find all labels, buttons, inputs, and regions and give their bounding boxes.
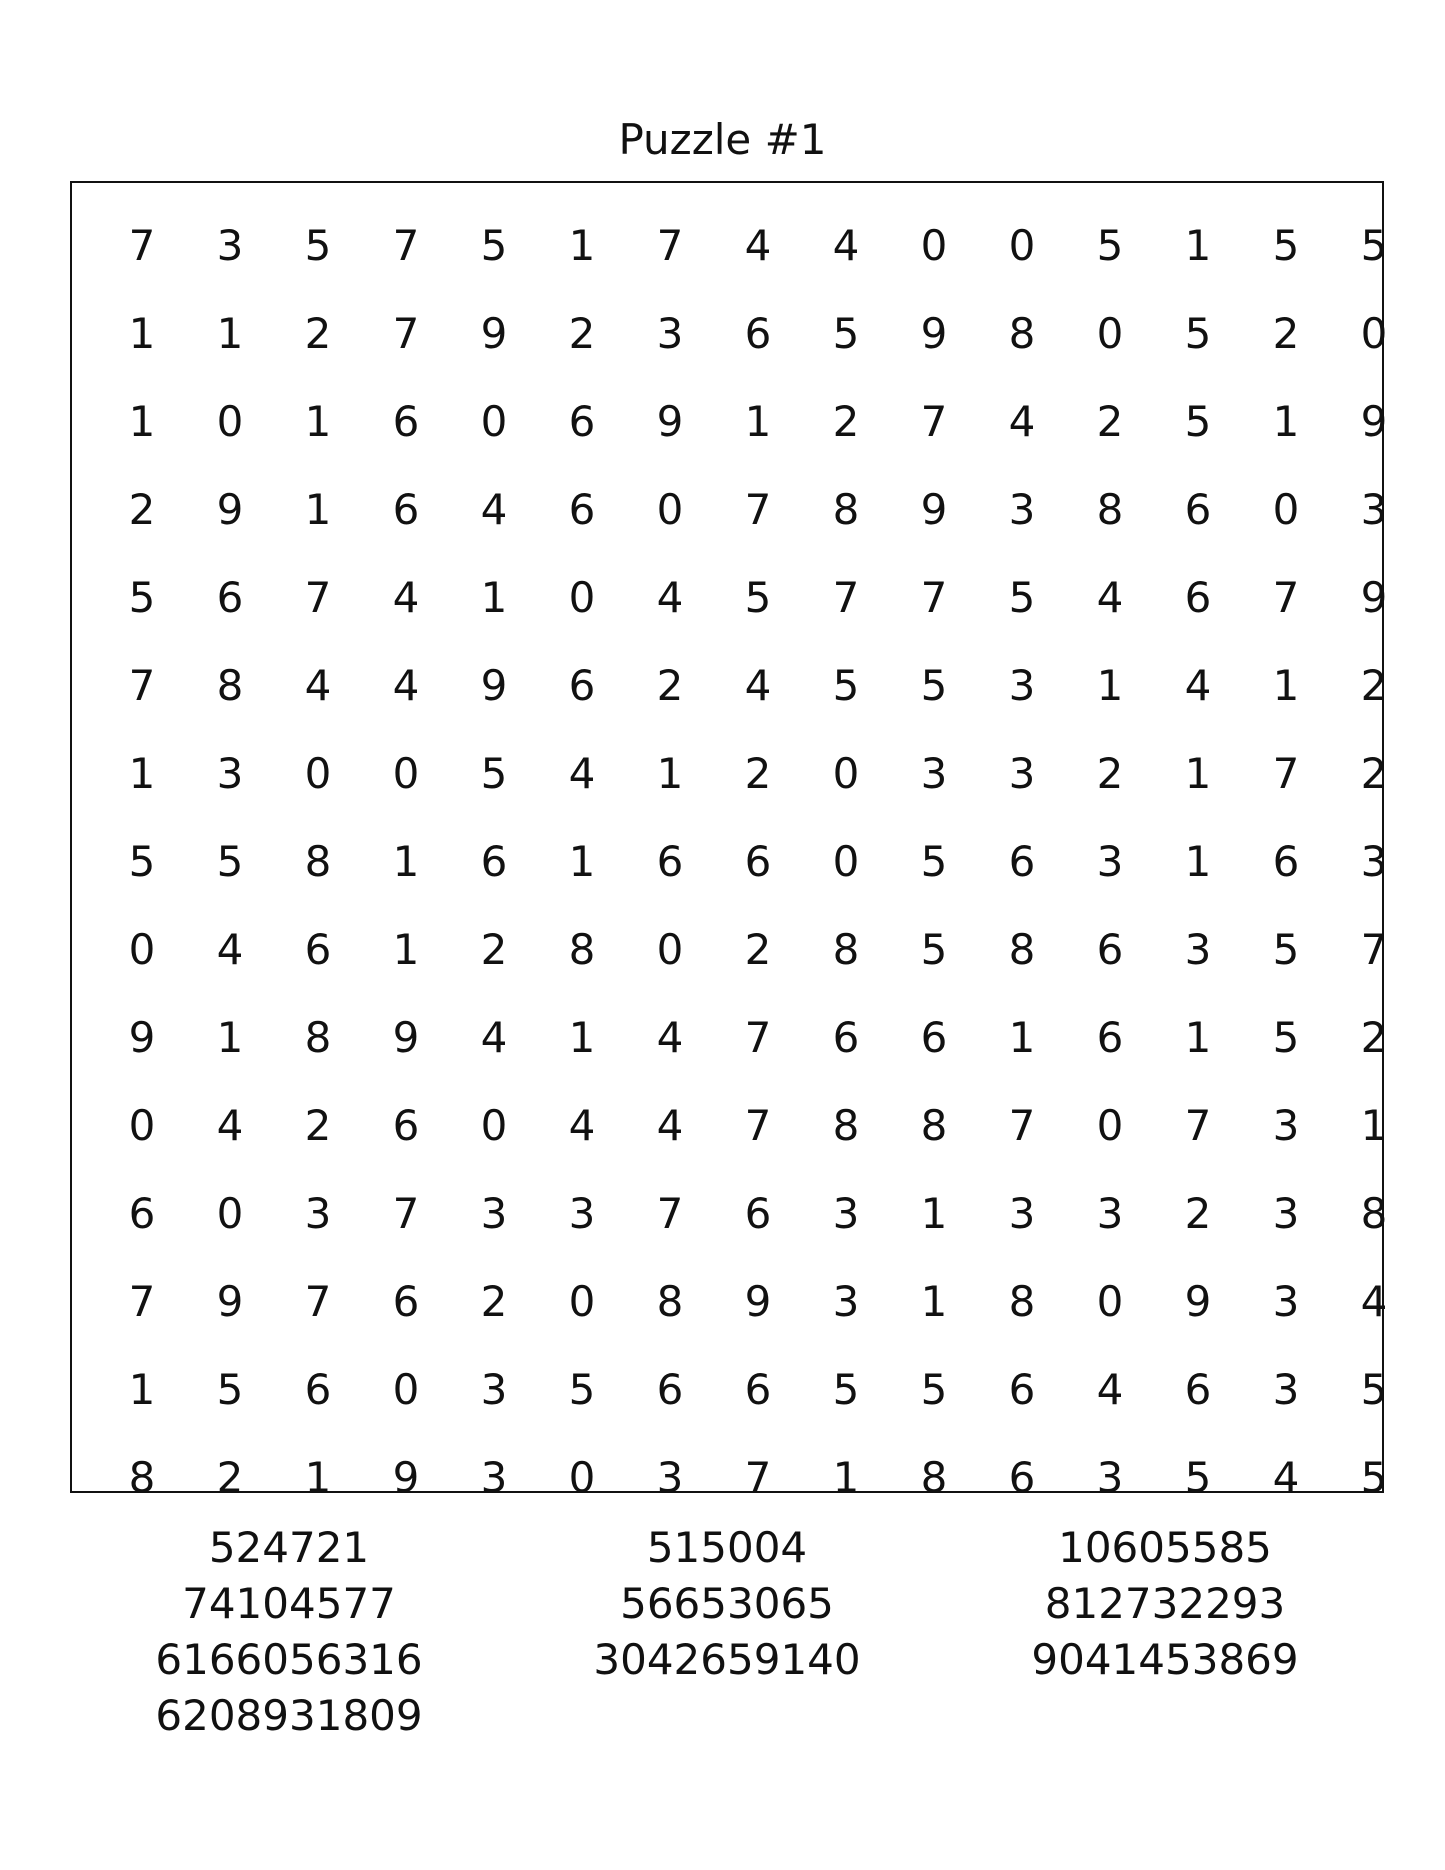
grid-cell[interactable]: 3: [656, 1452, 684, 1502]
grid-cell[interactable]: 1: [568, 836, 596, 886]
grid-cell[interactable]: 1: [656, 748, 684, 798]
grid-cell[interactable]: 6: [568, 484, 596, 534]
grid-cell[interactable]: 6: [568, 660, 596, 710]
grid-cell[interactable]: 7: [1272, 572, 1300, 622]
grid-cell[interactable]: 0: [1096, 1100, 1124, 1150]
grid-cell[interactable]: 1: [1184, 220, 1212, 270]
grid-cell[interactable]: 3: [1184, 924, 1212, 974]
grid-cell[interactable]: 1: [480, 572, 508, 622]
grid-cell[interactable]: 4: [832, 220, 860, 270]
grid-cell[interactable]: 4: [1096, 572, 1124, 622]
grid-cell[interactable]: 9: [216, 484, 244, 534]
grid-cell[interactable]: 9: [744, 1276, 772, 1326]
grid-cell[interactable]: 5: [216, 1364, 244, 1414]
grid-cell[interactable]: 2: [656, 660, 684, 710]
grid-cell[interactable]: 5: [1360, 220, 1388, 270]
grid-cell[interactable]: 1: [568, 220, 596, 270]
grid-cell[interactable]: 9: [216, 1276, 244, 1326]
grid-cell[interactable]: 5: [1184, 1452, 1212, 1502]
grid-cell[interactable]: 5: [1184, 308, 1212, 358]
grid-cell[interactable]: 5: [832, 660, 860, 710]
grid-cell[interactable]: 1: [920, 1276, 948, 1326]
grid-cell[interactable]: 2: [1360, 748, 1388, 798]
grid-cell[interactable]: 7: [744, 1012, 772, 1062]
grid-cell[interactable]: 8: [1360, 1188, 1388, 1238]
grid-cell[interactable]: 6: [304, 924, 332, 974]
grid-cell[interactable]: 2: [480, 1276, 508, 1326]
grid-cell[interactable]: 7: [744, 1452, 772, 1502]
word-column: [508, 1520, 946, 1744]
grid-cell[interactable]: 3: [656, 308, 684, 358]
grid-cell[interactable]: 5: [1184, 396, 1212, 446]
grid-cell[interactable]: 1: [304, 1452, 332, 1502]
grid-cell[interactable]: 3: [1096, 1452, 1124, 1502]
grid-cell[interactable]: 3: [1272, 1364, 1300, 1414]
grid-cell[interactable]: 3: [1008, 660, 1036, 710]
word-column: [70, 1520, 508, 1744]
grid-cell[interactable]: 4: [1360, 1276, 1388, 1326]
grid-cell[interactable]: 8: [656, 1276, 684, 1326]
grid-cell[interactable]: 2: [1184, 1188, 1212, 1238]
grid-cell[interactable]: 5: [744, 572, 772, 622]
puzzle-grid-frame: [70, 181, 1388, 1502]
grid-cell[interactable]: 5: [1008, 572, 1036, 622]
grid-cell[interactable]: 0: [1272, 484, 1300, 534]
grid-cell[interactable]: 6: [1008, 1364, 1036, 1414]
grid-cell[interactable]: 1: [1360, 1100, 1388, 1150]
grid-cell[interactable]: 4: [1008, 396, 1036, 446]
grid-cell[interactable]: 5: [304, 220, 332, 270]
grid-cell[interactable]: 6: [1096, 1012, 1124, 1062]
grid-cell[interactable]: 5: [1272, 924, 1300, 974]
grid-cell[interactable]: 4: [656, 572, 684, 622]
grid-cell[interactable]: 6: [1184, 484, 1212, 534]
grid-cell[interactable]: 4: [392, 660, 420, 710]
grid-cell[interactable]: 7: [920, 572, 948, 622]
grid-cell[interactable]: 4: [392, 572, 420, 622]
grid-cell[interactable]: 1: [128, 1364, 156, 1414]
grid-cell[interactable]: 2: [304, 308, 332, 358]
target-number: 56653065: [620, 1579, 834, 1628]
grid-cell[interactable]: 0: [392, 748, 420, 798]
grid-cell[interactable]: 2: [1360, 1012, 1388, 1062]
grid-cell[interactable]: 3: [1008, 484, 1036, 534]
grid-cell[interactable]: 8: [920, 1100, 948, 1150]
grid-cell[interactable]: 3: [480, 1188, 508, 1238]
grid-cell[interactable]: 5: [1272, 220, 1300, 270]
grid-cell[interactable]: 7: [1184, 1100, 1212, 1150]
grid-cell[interactable]: 5: [832, 308, 860, 358]
grid-cell[interactable]: 1: [1096, 660, 1124, 710]
grid-cell[interactable]: 8: [304, 1012, 332, 1062]
grid-cell[interactable]: 2: [480, 924, 508, 974]
target-number: 74104577: [182, 1579, 396, 1628]
grid-cell[interactable]: 6: [656, 1364, 684, 1414]
grid-cell[interactable]: 9: [128, 1012, 156, 1062]
grid-cell[interactable]: 5: [1360, 1452, 1388, 1502]
grid-cell[interactable]: 9: [1360, 572, 1388, 622]
grid-cell[interactable]: 0: [304, 748, 332, 798]
grid-cell[interactable]: 6: [392, 396, 420, 446]
grid-cell[interactable]: 0: [1096, 308, 1124, 358]
grid-cell[interactable]: 6: [304, 1364, 332, 1414]
grid-cell[interactable]: 7: [920, 396, 948, 446]
grid-cell[interactable]: 1: [392, 836, 420, 886]
target-number: 9041453869: [1031, 1635, 1299, 1684]
grid-cell[interactable]: 0: [216, 396, 244, 446]
grid-cell[interactable]: 5: [1096, 220, 1124, 270]
grid-cell[interactable]: 6: [1184, 1364, 1212, 1414]
grid-cell[interactable]: 1: [744, 396, 772, 446]
grid-cell[interactable]: 0: [1096, 1276, 1124, 1326]
grid-cell[interactable]: 9: [480, 660, 508, 710]
grid-cell[interactable]: 1: [1184, 836, 1212, 886]
grid-cell[interactable]: 0: [568, 1276, 596, 1326]
grid-cell[interactable]: 7: [656, 1188, 684, 1238]
grid-cell[interactable]: 3: [1272, 1188, 1300, 1238]
grid-cell[interactable]: 0: [216, 1188, 244, 1238]
grid-cell[interactable]: 9: [392, 1452, 420, 1502]
grid-cell[interactable]: 1: [128, 308, 156, 358]
grid-cell[interactable]: 2: [216, 1452, 244, 1502]
grid-cell[interactable]: 4: [304, 660, 332, 710]
grid-cell[interactable]: 1: [1008, 1012, 1036, 1062]
grid-cell[interactable]: 5: [568, 1364, 596, 1414]
grid-cell[interactable]: 0: [1008, 220, 1036, 270]
grid-cell[interactable]: 0: [128, 1100, 156, 1150]
grid-cell[interactable]: 2: [744, 924, 772, 974]
grid-cell[interactable]: 7: [304, 1276, 332, 1326]
grid-cell[interactable]: 9: [480, 308, 508, 358]
grid-cell[interactable]: 1: [920, 1188, 948, 1238]
grid-cell[interactable]: 7: [128, 1276, 156, 1326]
grid-cell[interactable]: 1: [128, 396, 156, 446]
grid-cell[interactable]: 6: [744, 308, 772, 358]
grid-cell[interactable]: 0: [656, 484, 684, 534]
grid-cell[interactable]: 6: [832, 1012, 860, 1062]
grid-cell[interactable]: 8: [832, 924, 860, 974]
grid-cell[interactable]: 5: [832, 1364, 860, 1414]
grid-cell[interactable]: 4: [568, 748, 596, 798]
grid-cell[interactable]: 9: [656, 396, 684, 446]
grid-cell[interactable]: 2: [1272, 308, 1300, 358]
number-grid: [98, 201, 1418, 1521]
grid-cell[interactable]: 7: [832, 572, 860, 622]
grid-cell[interactable]: 3: [1096, 1188, 1124, 1238]
grid-cell[interactable]: 3: [216, 748, 244, 798]
grid-cell[interactable]: 7: [744, 1100, 772, 1150]
grid-cell[interactable]: 7: [1272, 748, 1300, 798]
grid-cell[interactable]: 7: [392, 1188, 420, 1238]
grid-cell[interactable]: 5: [480, 748, 508, 798]
grid-cell[interactable]: 6: [216, 572, 244, 622]
grid-cell[interactable]: 0: [568, 1452, 596, 1502]
grid-cell[interactable]: 7: [128, 220, 156, 270]
grid-cell[interactable]: 5: [128, 836, 156, 886]
grid-cell[interactable]: 2: [744, 748, 772, 798]
grid-cell[interactable]: 7: [304, 572, 332, 622]
grid-cell[interactable]: 2: [304, 1100, 332, 1150]
target-number: 515004: [646, 1523, 808, 1572]
grid-cell[interactable]: 7: [392, 220, 420, 270]
grid-cell[interactable]: 3: [1008, 748, 1036, 798]
grid-cell[interactable]: 1: [392, 924, 420, 974]
grid-cell[interactable]: 4: [744, 220, 772, 270]
grid-cell[interactable]: 1: [1272, 396, 1300, 446]
word-list: [70, 1520, 1384, 1744]
grid-cell[interactable]: 8: [128, 1452, 156, 1502]
target-number: 812732293: [1044, 1579, 1286, 1628]
grid-cell[interactable]: 5: [1272, 1012, 1300, 1062]
grid-cell[interactable]: 8: [832, 1100, 860, 1150]
grid-cell[interactable]: 7: [1008, 1100, 1036, 1150]
grid-cell[interactable]: 0: [480, 1100, 508, 1150]
grid-cell[interactable]: 6: [392, 1100, 420, 1150]
grid-cell[interactable]: 7: [656, 220, 684, 270]
grid-cell[interactable]: 6: [1272, 836, 1300, 886]
grid-cell[interactable]: 5: [920, 660, 948, 710]
grid-cell[interactable]: 3: [1096, 836, 1124, 886]
puzzle-title: Puzzle #1: [618, 115, 827, 164]
target-number: 524721: [208, 1523, 370, 1572]
grid-cell[interactable]: 4: [1272, 1452, 1300, 1502]
grid-cell[interactable]: 5: [128, 572, 156, 622]
grid-cell[interactable]: 6: [480, 836, 508, 886]
grid-cell[interactable]: 1: [304, 396, 332, 446]
grid-cell[interactable]: 5: [1360, 1364, 1388, 1414]
grid-cell[interactable]: 7: [744, 484, 772, 534]
grid-cell[interactable]: 6: [920, 1012, 948, 1062]
grid-cell[interactable]: 8: [832, 484, 860, 534]
grid-cell[interactable]: 0: [128, 924, 156, 974]
grid-cell[interactable]: 1: [1184, 748, 1212, 798]
grid-cell[interactable]: 6: [1008, 1452, 1036, 1502]
grid-cell[interactable]: 8: [1008, 1276, 1036, 1326]
grid-cell[interactable]: 4: [568, 1100, 596, 1150]
grid-cell[interactable]: 1: [216, 308, 244, 358]
grid-cell[interactable]: 0: [656, 924, 684, 974]
grid-cell[interactable]: 9: [1184, 1276, 1212, 1326]
grid-cell[interactable]: 1: [568, 1012, 596, 1062]
grid-cell[interactable]: 8: [216, 660, 244, 710]
grid-cell[interactable]: 6: [1096, 924, 1124, 974]
grid-cell[interactable]: 4: [480, 484, 508, 534]
grid-cell[interactable]: 3: [1360, 484, 1388, 534]
grid-cell[interactable]: 8: [304, 836, 332, 886]
grid-cell[interactable]: 3: [1008, 1188, 1036, 1238]
grid-cell[interactable]: 4: [480, 1012, 508, 1062]
grid-cell[interactable]: 3: [920, 748, 948, 798]
grid-cell[interactable]: 1: [1272, 660, 1300, 710]
grid-cell[interactable]: 0: [832, 836, 860, 886]
grid-cell[interactable]: 6: [128, 1188, 156, 1238]
grid-cell[interactable]: 4: [656, 1012, 684, 1062]
grid-cell[interactable]: 3: [1272, 1100, 1300, 1150]
grid-cell[interactable]: 3: [304, 1188, 332, 1238]
grid-cell[interactable]: 3: [832, 1276, 860, 1326]
grid-cell[interactable]: 0: [832, 748, 860, 798]
grid-cell[interactable]: 6: [744, 836, 772, 886]
grid-cell[interactable]: 3: [1360, 836, 1388, 886]
grid-cell[interactable]: 6: [392, 484, 420, 534]
grid-cell[interactable]: 0: [392, 1364, 420, 1414]
target-number: 3042659140: [593, 1635, 861, 1684]
grid-cell[interactable]: 5: [920, 1364, 948, 1414]
grid-cell[interactable]: 4: [216, 1100, 244, 1150]
grid-cell[interactable]: 8: [920, 1452, 948, 1502]
grid-cell[interactable]: 6: [392, 1276, 420, 1326]
grid-cell[interactable]: 4: [1096, 1364, 1124, 1414]
grid-cell[interactable]: 1: [216, 1012, 244, 1062]
grid-cell[interactable]: 8: [1008, 308, 1036, 358]
grid-cell[interactable]: 4: [216, 924, 244, 974]
grid-cell[interactable]: 7: [128, 660, 156, 710]
grid-cell[interactable]: 1: [832, 1452, 860, 1502]
grid-cell[interactable]: 6: [656, 836, 684, 886]
grid-cell[interactable]: 9: [920, 308, 948, 358]
grid-cell[interactable]: 0: [568, 572, 596, 622]
grid-cell[interactable]: 7: [1360, 924, 1388, 974]
grid-cell[interactable]: 3: [216, 220, 244, 270]
grid-cell[interactable]: 5: [920, 924, 948, 974]
grid-cell[interactable]: 0: [920, 220, 948, 270]
grid-cell[interactable]: 3: [480, 1452, 508, 1502]
grid-cell[interactable]: 3: [480, 1364, 508, 1414]
grid-cell[interactable]: 1: [128, 748, 156, 798]
grid-cell[interactable]: 4: [1184, 660, 1212, 710]
grid-cell[interactable]: 6: [568, 396, 596, 446]
grid-cell[interactable]: 2: [128, 484, 156, 534]
target-number: 10605585: [1058, 1523, 1272, 1572]
grid-cell[interactable]: 1: [1184, 1012, 1212, 1062]
grid-cell[interactable]: 8: [568, 924, 596, 974]
grid-cell[interactable]: 9: [920, 484, 948, 534]
grid-cell[interactable]: 2: [1096, 748, 1124, 798]
grid-cell[interactable]: 2: [832, 396, 860, 446]
grid-cell[interactable]: 1: [304, 484, 332, 534]
grid-cell[interactable]: 6: [1184, 572, 1212, 622]
grid-cell[interactable]: 4: [744, 660, 772, 710]
grid-cell[interactable]: 6: [1008, 836, 1036, 886]
grid-cell[interactable]: 5: [216, 836, 244, 886]
grid-cell[interactable]: 2: [1096, 396, 1124, 446]
grid-cell[interactable]: 0: [1360, 308, 1388, 358]
grid-cell[interactable]: 2: [1360, 660, 1388, 710]
grid-cell[interactable]: 8: [1096, 484, 1124, 534]
grid-cell[interactable]: 3: [568, 1188, 596, 1238]
grid-cell[interactable]: 8: [1008, 924, 1036, 974]
grid-cell[interactable]: 3: [1272, 1276, 1300, 1326]
grid-cell[interactable]: 3: [832, 1188, 860, 1238]
target-number: 6208931809: [155, 1691, 423, 1740]
target-number: 6166056316: [155, 1635, 423, 1684]
grid-cell[interactable]: 5: [480, 220, 508, 270]
word-column: [946, 1520, 1384, 1744]
grid-cell[interactable]: 7: [392, 308, 420, 358]
grid-cell[interactable]: 0: [480, 396, 508, 446]
grid-cell[interactable]: 6: [744, 1188, 772, 1238]
grid-cell[interactable]: 9: [392, 1012, 420, 1062]
grid-cell[interactable]: 4: [656, 1100, 684, 1150]
grid-cell[interactable]: 6: [744, 1364, 772, 1414]
grid-cell[interactable]: 9: [1360, 396, 1388, 446]
grid-cell[interactable]: 2: [568, 308, 596, 358]
grid-cell[interactable]: 5: [920, 836, 948, 886]
